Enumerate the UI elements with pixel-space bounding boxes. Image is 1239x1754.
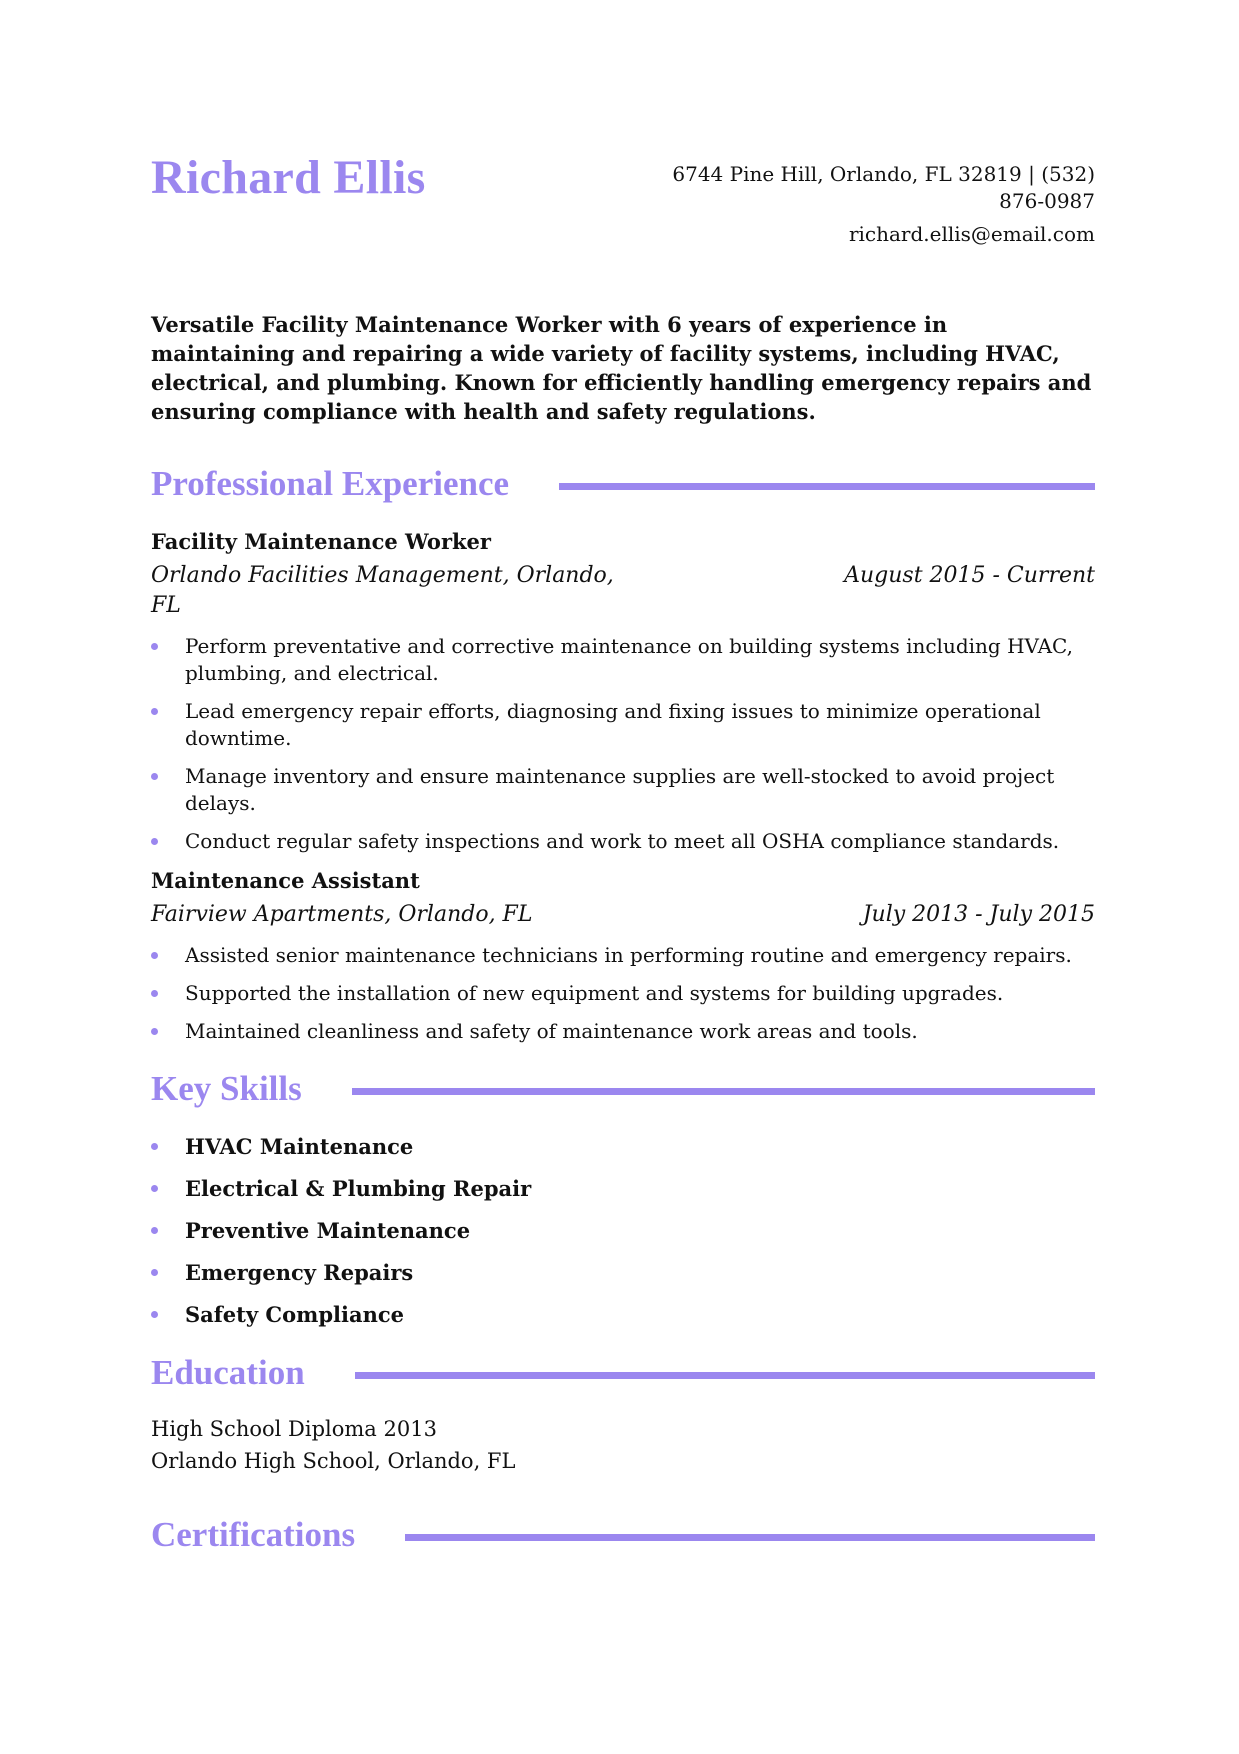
job-bullets (151, 942, 1095, 1045)
job-meta (151, 900, 1095, 930)
certifications-section-heading (151, 1513, 1095, 1557)
email-address: richard.ellis@email.com (848, 222, 1095, 246)
job-bullet: Conduct regular safety inspections and work to meet all OSHA compliance standards. (151, 828, 1075, 855)
job-company: Orlando Facilities Management, Orlando, FL (151, 563, 614, 618)
skill-item: Electrical & Plumbing Repair (151, 1175, 1095, 1203)
certifications-heading: Certifications (151, 1515, 356, 1554)
section-divider (352, 1088, 1095, 1095)
address-phone: 6744 Pine Hill, Orlando, FL 32819 | (532) 876-0987 (672, 162, 1095, 213)
job-entry (151, 867, 1095, 1045)
skill-item: Preventive Maintenance (151, 1217, 1095, 1245)
experience-section-heading (151, 462, 1095, 506)
job-bullets (151, 633, 1095, 855)
education-school: Orlando High School, Orlando, FL (151, 1449, 516, 1473)
job-bullet: Supported the installation of new equipment and systems for building upgrades. (151, 980, 1075, 1007)
section-divider (559, 483, 1095, 490)
job-dates: July 2013 - July 2015 (862, 902, 1095, 927)
section-divider (355, 1372, 1095, 1379)
skills-list (151, 1133, 1095, 1329)
skill-item: Emergency Repairs (151, 1259, 1095, 1287)
job-bullet: Maintained cleanliness and safety of maintenance work areas and tools. (151, 1018, 1075, 1045)
education-heading: Education (151, 1353, 305, 1392)
candidate-name: Richard Ellis (151, 151, 426, 204)
experience-heading: Professional Experience (151, 464, 510, 503)
job-meta (151, 561, 1095, 621)
job-title: Facility Maintenance Worker (151, 529, 491, 554)
professional-summary: Versatile Facility Maintenance Worker with 6 years of experience in maintaining and repairing a wide variety of facility systems, including HVAC, electrical, and plumbing. Known for efficiently handling emergency repairs and ensuring compliance with health and safety regulations. (151, 312, 1092, 424)
skills-heading: Key Skills (151, 1069, 302, 1108)
job-title: Maintenance Assistant (151, 868, 420, 893)
resume-page (151, 150, 1095, 1557)
education-entry (151, 1413, 1095, 1477)
contact-info (655, 161, 1095, 248)
job-dates: August 2015 - Current (844, 563, 1095, 588)
section-divider (405, 1534, 1095, 1541)
job-bullet: Manage inventory and ensure maintenance supplies are well-stocked to avoid project delays. (151, 763, 1075, 817)
job-entry (151, 528, 1095, 855)
skills-section-heading (151, 1067, 1095, 1111)
skill-item: HVAC Maintenance (151, 1133, 1095, 1161)
job-bullet: Perform preventative and corrective maintenance on building systems including HVAC, plumbing, and electrical. (151, 633, 1075, 687)
resume-header (151, 150, 1095, 260)
education-degree: High School Diploma 2013 (151, 1417, 437, 1441)
education-section-heading (151, 1351, 1095, 1395)
job-company: Fairview Apartments, Orlando, FL (151, 902, 533, 927)
skill-item: Safety Compliance (151, 1301, 1095, 1329)
job-bullet: Lead emergency repair efforts, diagnosing and fixing issues to minimize operational downtime. (151, 698, 1075, 752)
job-bullet: Assisted senior maintenance technicians in performing routine and emergency repairs. (151, 942, 1075, 969)
